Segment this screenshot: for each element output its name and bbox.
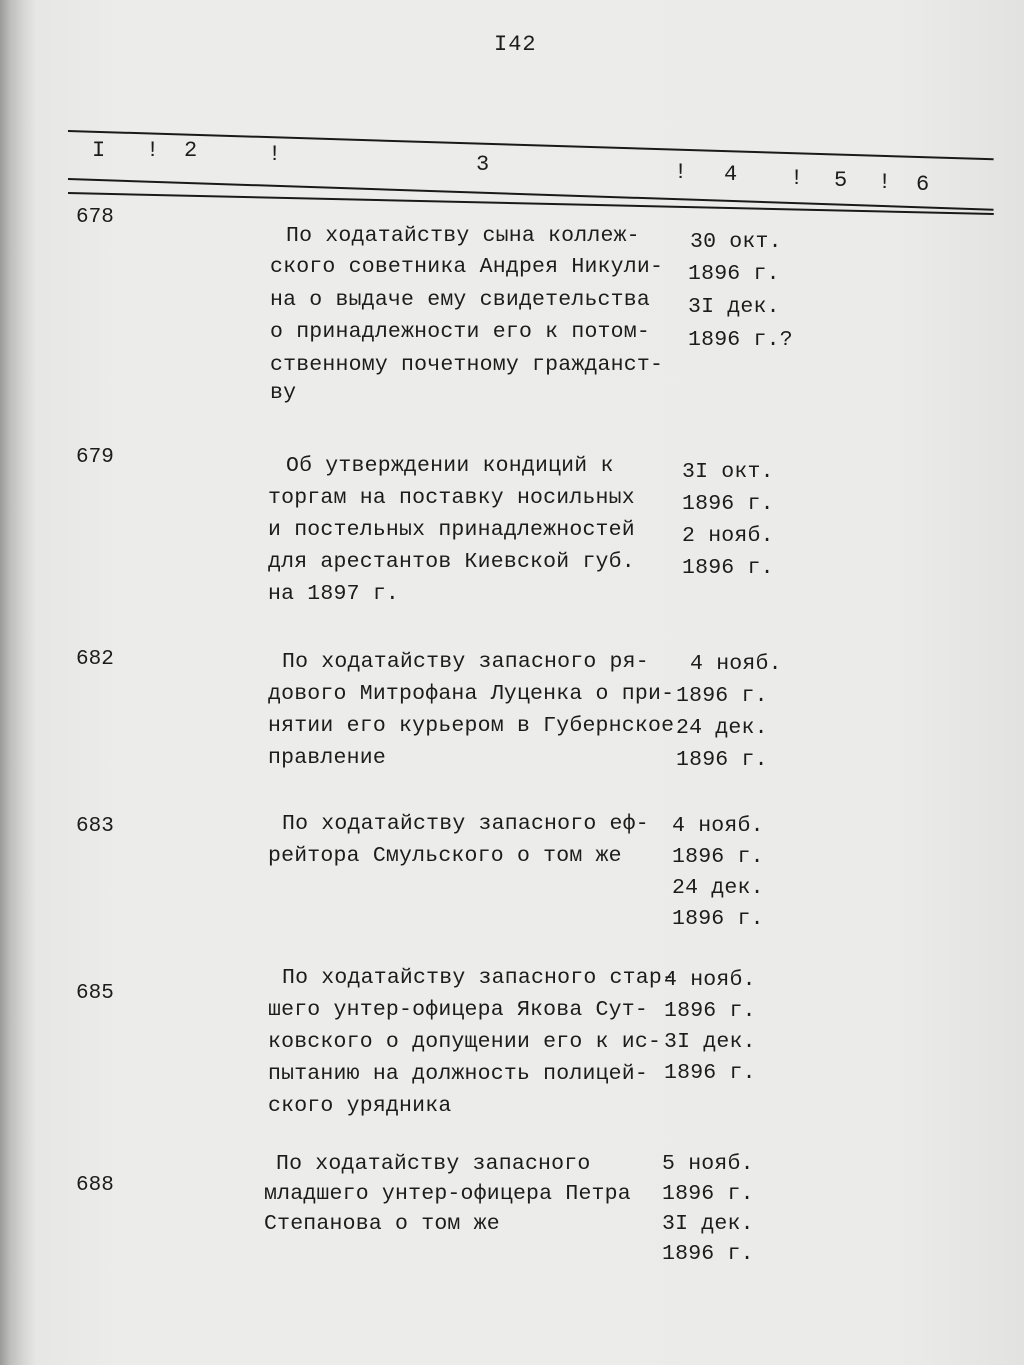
header-col-1: I	[92, 138, 106, 163]
header-col-4: 4	[724, 162, 738, 187]
entry-date-line: 24 дек.	[676, 716, 768, 740]
entry-description-line: Об утверждении кондиций к	[286, 454, 614, 478]
entry-description-line: нятии его курьером в Губернское	[268, 714, 675, 738]
entry-date-line: 5 нояб.	[662, 1152, 754, 1176]
entry-date-line: 1896 г.	[676, 748, 768, 772]
entry-description-line: шего унтер-офицера Якова Сут-	[268, 998, 648, 1022]
entry-date-line: 1896 г.	[688, 262, 780, 286]
entry-number: 685	[76, 982, 114, 1005]
entry-number: 678	[76, 206, 114, 229]
entry-date-line: 30 окт.	[690, 230, 782, 254]
entry-date-line: 3I дек.	[664, 1030, 756, 1054]
entry-description-line: По ходатайству запасного ря-	[282, 650, 649, 674]
entry-date-line: 1896 г.	[672, 845, 764, 869]
entry-description-line: ственному почетному гражданст-	[270, 353, 664, 377]
entry-date-line: 4 нояб.	[690, 652, 782, 676]
entry-description-line: По ходатайству запасного стар-	[282, 966, 676, 990]
header-separator: !	[790, 166, 804, 191]
entry-description-line: пытанию на должность полицей-	[268, 1062, 648, 1086]
entry-date-line: 1896 г.	[662, 1182, 754, 1206]
entry-description-line: правление	[268, 746, 386, 770]
entry-description-line: По ходатайству запасного	[276, 1152, 591, 1176]
entry-date-line: 3I дек.	[688, 295, 780, 319]
page-binding-shadow	[0, 0, 36, 1365]
entry-description-line: рейтора Смульского о том же	[268, 844, 622, 868]
header-col-5: 5	[834, 168, 848, 193]
entry-description-line: для арестантов Киевской губ.	[268, 550, 635, 574]
entry-date-line: 1896 г.	[672, 907, 764, 931]
header-col-2: 2	[184, 138, 198, 163]
entry-description-line: младшего унтер-офицера Петра	[264, 1182, 631, 1206]
entry-number: 688	[76, 1174, 114, 1197]
entry-date-line: 1896 г.	[682, 556, 774, 580]
entry-description-line: на о выдаче ему свидетельства	[270, 288, 650, 312]
header-col-6: 6	[916, 172, 930, 197]
entry-date-line: 2 нояб.	[682, 524, 774, 548]
entry-description-line: ского урядника	[268, 1094, 452, 1118]
header-col-3: 3	[476, 152, 490, 177]
entry-number: 679	[76, 446, 114, 469]
entry-date-line: 1896 г.	[664, 1061, 756, 1085]
entry-date-line: 3I окт.	[682, 460, 774, 484]
entry-description-line: По ходатайству сына коллеж-	[286, 224, 640, 248]
entry-number: 683	[76, 815, 114, 838]
entry-description-line: на 1897 г.	[268, 582, 400, 606]
entry-description-line: и постельных принадлежностей	[268, 518, 635, 542]
entry-description-line: ву	[270, 381, 297, 405]
entry-description-line: о принадлежности его к потом-	[270, 320, 650, 344]
entry-description-line: По ходатайству запасного еф-	[282, 812, 649, 836]
entry-date-line: 4 нояб.	[664, 968, 756, 992]
entry-description-line: торгам на поставку носильных	[268, 486, 635, 510]
entry-date-line: 24 дек.	[672, 876, 764, 900]
entry-date-line: 1896 г.	[676, 684, 768, 708]
entry-date-line: 1896 г.	[662, 1242, 754, 1266]
entry-date-line: 1896 г.?	[688, 328, 793, 352]
entry-date-line: 1896 г.	[664, 999, 756, 1023]
entry-date-line: 1896 г.	[682, 492, 774, 516]
entry-date-line: 3I дек.	[662, 1212, 754, 1236]
header-separator: !	[674, 160, 688, 185]
entry-description-line: ского советника Андрея Никули-	[270, 255, 664, 279]
entry-description-line: ковского о допущении его к ис-	[268, 1030, 662, 1054]
entry-description-line: Степанова о том же	[264, 1212, 500, 1236]
table-top-rule	[68, 130, 994, 160]
entry-date-line: 4 нояб.	[672, 814, 764, 838]
header-separator: !	[146, 138, 160, 163]
page-number: I42	[494, 32, 537, 57]
entry-number: 682	[76, 648, 114, 671]
header-separator: !	[878, 170, 892, 195]
entry-description-line: дового Митрофана Луценка о при-	[268, 682, 675, 706]
header-separator: !	[268, 142, 282, 167]
